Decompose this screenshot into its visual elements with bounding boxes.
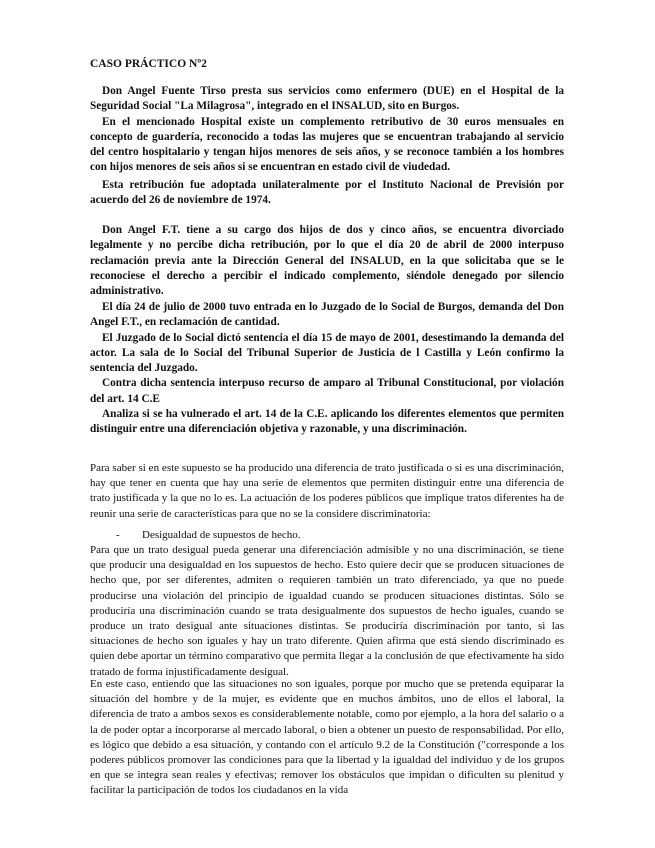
bullet-text: Desigualdad de supuestos de hecho. [142,529,301,541]
bullet-item [116,528,301,543]
case-procedure-block [90,300,564,407]
answer-paragraph-2: Para que un trato desigual pueda generar una diferenciación admisible y no una discriminación, se tiene que producir una desigualdad en los supuestos de hecho. Esto quiere decir que se producen situaciones de hecho que, por ser diferentes, admiten o requieren también un trato diferenciado, ya que no puede producirse una violación del principio de igualdad cuando se producen situaciones distintas. Sólo se produciría una discriminación cuando se trata desigualmente dos supuestos de hecho iguales, cuando se produce un trato desigual ante situaciones distintas. Se produciría discriminación por tanto, si las situaciones de hecho son iguales y hay un trato diferente. Quien afirma que está siendo discriminado es quien debe aportar un término comparativo que permita llegar a la conclusión de que efectivamente ha sido tratado de forma injustificadamente desigual. [90,544,564,678]
case-paragraph-5a: El día 24 de julio de 2000 tuvo entrada en lo Juzgado de lo Social de Burgos, demanda del Don Angel F.T., en reclamación de cantidad. [90,301,564,329]
answer-paragraph-1: Para saber si en este supuesto se ha producido una diferencia de trato justificada o si es una discriminación, hay que tener en cuenta que hay una serie de elementos que permiten distinguir entre una diferencia de trato justificada y la que no lo es. La actuación de los poderes públicos que implique tratos diferentes ha de reunir una serie de características para que no se la considere discriminatoria: [90,462,564,520]
bullet-dash: - [116,529,120,541]
case-question: Analiza si se ha vulnerado el art. 14 de la C.E. aplicando los diferentes elementos que permiten distinguir entre una diferenciación objetiva y razonable, y una discriminación. [90,408,564,436]
page-title: CASO PRÁCTICO Nº2 [90,58,207,70]
case-paragraph-4: Don Angel F.T. tiene a su cargo dos hijos de dos y cinco años, se encuentra divorciado legalmente y no percibe dicha retribución, por lo que el día 20 de abril de 2000 interpuso reclamación previa ante la Dirección General del INSALUD, en la que solicitaba que se le reconociese el derecho a percibir el indicado complemento, siéndole denegado por silencio administrativo. [90,224,564,298]
case-paragraph-3: Esta retribución fue adoptada unilateralmente por el Instituto Nacional de Previsión por acuerdo del 26 de noviembre de 1974. [90,179,564,207]
case-paragraph-5c: Contra dicha sentencia interpuso recurso de amparo al Tribunal Constitucional, por violación del art. 14 C.E [90,377,564,405]
case-paragraph-5b: El Juzgado de lo Social dictó sentencia el día 15 de mayo de 2001, desestimando la demanda del actor. La sala de lo Social del Tribunal Superior de Justicia de l Castilla y León confirmo la sentencia del Juzgado. [90,331,564,375]
case-intro-block [90,84,564,176]
case-paragraph-1: Don Angel Fuente Tirso presta sus servicios como enfermero (DUE) en el Hospital de la Seguridad Social "La Milagrosa", integrado en el INSALUD, sito en Burgos. [90,85,564,113]
case-paragraph-2: En el mencionado Hospital existe un complemento retributivo de 30 euros mensuales en concepto de guardería, reconocido a todas las mujeres que se encuentran trabajando al servicio del centro hospitalario y tengan hijos menores de seis años, y se reconoce también a los hombres con hijos menores de seis años si se encuentran en estado civil de viudedad. [90,115,564,174]
answer-paragraph-3: En este caso, entiendo que las situaciones no son iguales, porque por mucho que se pretenda equiparar la situación del hombre y de la mujer, es evidente que en muchos ámbitos, uno de ellos el laboral, la diferencia de trato a ambos sexos es considerablemente notable, como por ejemplo, a la hora del salario o a la de poder optar a incorporarse al mercado laboral, o bien a obtener un puesto de responsabilidad. Por ello, es lógico que debido a esa situación, y contando con el artículo 9.2 de la Constitución ("corresponde a los poderes públicos promover las condiciones para que la libertad y la igualdad del individuo y de los grupos en que se integra sean reales y efectivas; remover los obstáculos que impidan o dificulten su plenitud y facilitar la participación de todos los ciudadanos en la vida [90,678,564,797]
